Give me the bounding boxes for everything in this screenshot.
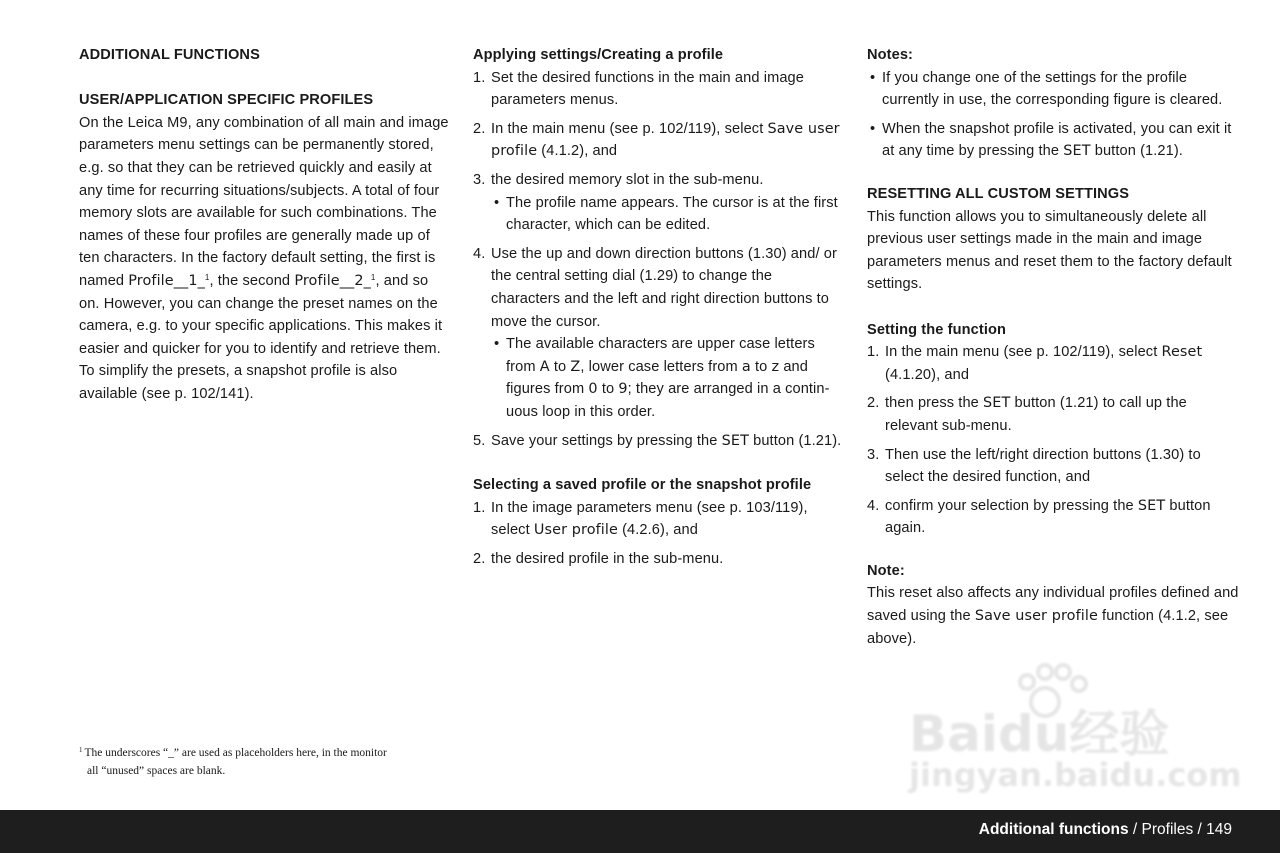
list-item bbox=[473, 169, 845, 237]
page-number: 149 bbox=[1206, 821, 1232, 838]
setting-function-title: Setting the function bbox=[867, 321, 1007, 338]
footnote-ref: 1 bbox=[204, 272, 210, 282]
step-text: Then use the left/right direction buttons (1.30) to select the desired function, and bbox=[885, 446, 1201, 486]
notes-title: Notes: bbox=[867, 47, 914, 63]
step-text: (4.1.20), and bbox=[885, 366, 970, 383]
step-text: button again. bbox=[885, 497, 1211, 537]
list-item bbox=[867, 341, 1239, 386]
bullet-text: to bbox=[597, 381, 619, 398]
step-number: 2. bbox=[473, 120, 486, 137]
reset-steps-list bbox=[867, 341, 1239, 540]
text-run: , the second bbox=[209, 272, 295, 289]
menu-item-name: Save user profile bbox=[491, 120, 840, 160]
footer-breadcrumb bbox=[979, 821, 1232, 839]
footnote-line-2: all “unused” spaces are blank. bbox=[87, 765, 226, 777]
profile-name-2: Profile__2_ bbox=[294, 272, 371, 289]
bullet-text: If you change one of the settings for the profile currently in use, the corresponding figure is cleared. bbox=[882, 69, 1223, 109]
button-name: SET bbox=[1063, 143, 1091, 160]
right-column bbox=[867, 44, 1239, 650]
subsection-title: USER/APPLICATION SPECIFIC PROFILES bbox=[79, 92, 374, 109]
bullet-text: ; they are arranged in a continuous loop in this order. bbox=[506, 381, 830, 420]
list-item bbox=[473, 548, 845, 571]
text-run: , and so on. However, you can change the preset names on the camera, e.g. to your specific applications. This makes it easier and quicker for you to identify and retrieve them. bbox=[79, 272, 443, 357]
step-number: 1. bbox=[473, 499, 486, 516]
char-z: z bbox=[771, 358, 780, 375]
step-number: 2. bbox=[473, 550, 486, 567]
list-item bbox=[867, 495, 1239, 540]
bullet-icon: • bbox=[870, 69, 876, 86]
footnote-line-1: The underscores “_” are used as placeholders here, in the monitor bbox=[84, 747, 387, 759]
bullet-text: to bbox=[750, 358, 772, 375]
step-text: Set the desired functions in the main and image parameters menus. bbox=[491, 69, 804, 109]
footer-section: Additional functions bbox=[978, 821, 1129, 838]
bullet-text: The profile name appears. The cursor is at the first character, which can be edited. bbox=[506, 194, 838, 234]
note-title: Note: bbox=[867, 562, 905, 579]
note-paragraph bbox=[867, 582, 1239, 650]
step-text: then press the bbox=[885, 395, 984, 412]
footnote-mark: 1 bbox=[79, 746, 83, 754]
reset-title: RESETTING ALL CUSTOM SETTINGS bbox=[867, 185, 1130, 202]
list-item bbox=[867, 392, 1239, 437]
footer-chapter: Profiles bbox=[1141, 821, 1194, 838]
notes-list bbox=[867, 67, 1239, 163]
bullet-list bbox=[491, 192, 845, 237]
step-text: In the main menu (see p. 102/119), select bbox=[885, 344, 1162, 361]
selecting-profile-title: Selecting a saved profile or the snapshot profile bbox=[473, 477, 812, 494]
bullet-item bbox=[491, 333, 845, 423]
page-footer bbox=[0, 810, 1280, 853]
menu-item-name: Reset bbox=[1161, 344, 1203, 361]
watermark-url: jingyan.baidu.com bbox=[909, 756, 1242, 794]
step-number: 4. bbox=[473, 245, 486, 262]
bullet-icon: • bbox=[870, 120, 876, 137]
text-run: On the Leica M9, any combination of all main and image parameters menu settings can be permanently stored, e.g. so that they can be retrieved quickly and easily at any time for recurring situations/subjects. A total of four memory slots are available for such combinations. The names of these four profiles are generally made up of ten characters. In the factory default setting, the first is named bbox=[79, 114, 449, 289]
button-name: SET bbox=[983, 395, 1011, 412]
snapshot-paragraph: To simplify the presets, a snapshot profile is also available (see p. 102/141). bbox=[79, 363, 398, 402]
section-title: ADDITIONAL FUNCTIONS bbox=[79, 47, 260, 63]
step-text: the desired profile in the sub-menu. bbox=[491, 550, 724, 567]
bullet-text: When the snapshot profile is activated, you can exit it at any time by pressing the bbox=[882, 120, 1232, 160]
watermark-logo-text: Baidu经验 bbox=[909, 705, 1170, 763]
char-a: a bbox=[741, 358, 751, 375]
footnote-ref: 1 bbox=[370, 272, 376, 282]
list-item bbox=[867, 444, 1239, 489]
reset-paragraph: This function allows you to simultaneously delete all previous user settings made in the main and image parameters menus and reset them to the factory default settings. bbox=[867, 208, 1232, 293]
step-text: Save your settings by pressing the bbox=[491, 432, 722, 449]
selecting-steps-list bbox=[473, 497, 845, 571]
char-A: A bbox=[539, 358, 550, 375]
char-0: 0 bbox=[588, 381, 598, 398]
list-item bbox=[473, 67, 845, 112]
list-item bbox=[473, 243, 845, 424]
profiles-intro-paragraph bbox=[79, 112, 451, 361]
step-text: In the image parameters menu (see p. 103/119), select bbox=[491, 499, 808, 539]
text-run: This reset also affects any individual profiles defined and saved using the bbox=[867, 585, 1239, 625]
list-item bbox=[473, 430, 845, 453]
bullet-list bbox=[491, 333, 845, 423]
text-run: function (4.1.2, see above). bbox=[867, 608, 1229, 647]
list-item bbox=[473, 497, 845, 542]
footer-separator: / bbox=[1193, 821, 1207, 838]
bullet-text: and figures from bbox=[506, 358, 808, 398]
bullet-text: The available characters are upper case letters from bbox=[506, 336, 815, 375]
button-name: SET bbox=[1137, 497, 1166, 514]
step-text: Use the up and down direction buttons (1.30) and/ or the central setting dial (1.29) to change the characters and the left and right direction buttons to move the cursor. bbox=[491, 245, 837, 330]
bullet-item bbox=[491, 192, 845, 237]
bullet-item bbox=[867, 118, 1239, 163]
step-number: 1. bbox=[473, 69, 486, 86]
middle-column bbox=[473, 44, 845, 576]
step-text: (4.1.2), and bbox=[537, 143, 618, 160]
list-item bbox=[473, 118, 845, 163]
step-text: In the main menu (see p. 102/119), select bbox=[491, 120, 768, 137]
baidu-watermark bbox=[905, 660, 1242, 800]
step-text: button (1.21). bbox=[748, 432, 842, 449]
step-text: confirm your selection by pressing the bbox=[885, 497, 1138, 514]
step-number: 3. bbox=[473, 171, 486, 188]
step-number: 2. bbox=[867, 395, 880, 412]
step-text: the desired memory slot in the sub-menu. bbox=[491, 171, 764, 188]
applying-settings-title: Applying settings/Creating a profile bbox=[473, 47, 724, 63]
footnote bbox=[79, 741, 459, 780]
step-text: button (1.21) to call up the relevant sub-menu. bbox=[885, 395, 1187, 434]
bullet-text: , lower case letters from bbox=[580, 358, 742, 375]
menu-item-name: Save user profile bbox=[974, 608, 1098, 625]
step-text: (4.2.6), and bbox=[617, 522, 698, 539]
menu-item-name: User profile bbox=[533, 522, 618, 539]
left-column bbox=[79, 44, 451, 406]
applying-steps-list bbox=[473, 67, 845, 453]
profile-name-1: Profile__1_ bbox=[128, 272, 205, 289]
bullet-icon: • bbox=[494, 336, 500, 353]
step-number: 4. bbox=[867, 497, 880, 514]
bullet-item bbox=[867, 67, 1239, 112]
step-number: 3. bbox=[867, 446, 880, 463]
step-number: 1. bbox=[867, 344, 880, 361]
step-number: 5. bbox=[473, 432, 486, 449]
char-Z: Z bbox=[570, 358, 581, 375]
bullet-icon: • bbox=[494, 194, 500, 211]
bullet-text: button (1.21). bbox=[1090, 143, 1183, 160]
footer-separator: / bbox=[1128, 821, 1142, 838]
char-9: 9 bbox=[618, 381, 628, 398]
bullet-text: to bbox=[549, 358, 571, 375]
button-name: SET bbox=[721, 432, 749, 449]
